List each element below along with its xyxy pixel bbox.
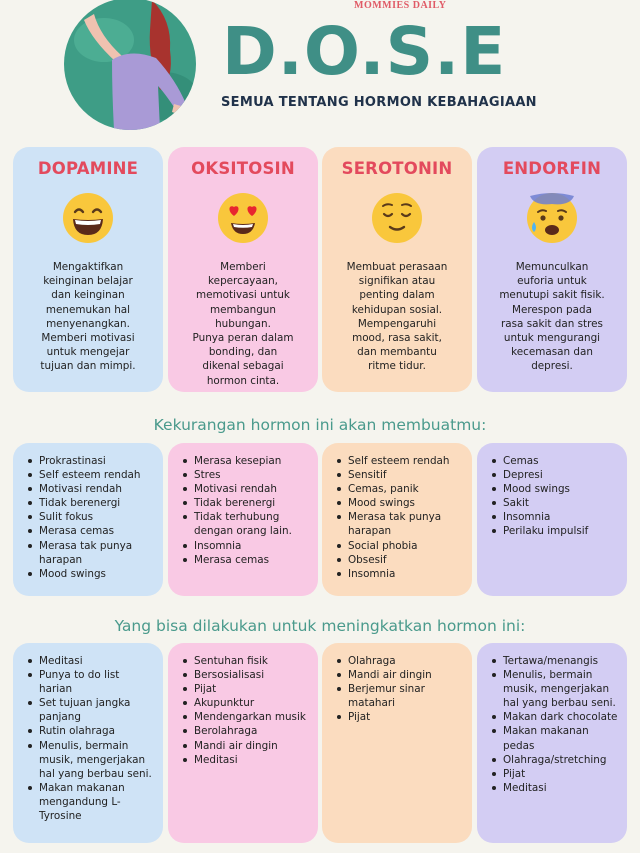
- list-item: Mood swings: [332, 496, 464, 510]
- list-item: Depresi: [487, 468, 619, 482]
- hormone-description: Memberi kepercayaan, memotivasi untuk membangun hubungan. Punya peran dalam bonding, dan dikenal sebagai hormon cinta.: [192, 261, 294, 387]
- list-item: Obsesif: [332, 553, 464, 567]
- list-item: Makan dark chocolate: [487, 710, 619, 724]
- hormone-name: DOPAMINE: [37, 159, 139, 178]
- list-item: Tidak terhubung dengan orang lain.: [178, 510, 310, 538]
- list-item: Self esteem rendah: [23, 468, 155, 482]
- list-item: Set tujuan jangka panjang: [23, 696, 155, 724]
- list-item: Insomnia: [487, 510, 619, 524]
- boost-card-oksitosin: [168, 643, 318, 843]
- list-item: Cemas, panik: [332, 482, 464, 496]
- list-item: Sentuhan fisik: [178, 654, 310, 668]
- hormone-card-oksitosin: [168, 147, 318, 392]
- list-item: Olahraga: [332, 654, 464, 668]
- list-item: Tidak berenergi: [23, 496, 155, 510]
- list-item: Cemas: [487, 454, 619, 468]
- list-item: Motivasi rendah: [23, 482, 155, 496]
- deficiency-card-oksitosin: [168, 443, 318, 596]
- grinning-face-icon: [62, 192, 114, 244]
- list-item: Self esteem rendah: [332, 454, 464, 468]
- list-item: Prokrastinasi: [23, 454, 155, 468]
- boost-card-endorfin: [477, 643, 627, 843]
- hormone-card-endorfin: [477, 147, 627, 392]
- list-item: Rutin olahraga: [23, 724, 155, 738]
- brand-logo: MOMMIES DAILY: [354, 0, 447, 11]
- list-item: Tertawa/menangis: [487, 654, 619, 668]
- hormone-name: ENDORFIN: [502, 159, 602, 178]
- boost-card-dopamine: [13, 643, 163, 843]
- page-title: D.O.S.E: [222, 13, 507, 90]
- hormone-description: Membuat perasaan signifikan atau penting dalam kehidupan sosial. Mempengaruhi mood, rasa sakit, dan membantu ritme tidur.: [346, 261, 448, 373]
- hormone-name: OKSITOSIN: [191, 159, 295, 178]
- hormone-description: Mengaktifkan keinginan belajar dan keinginan menemukan hal menyenangkan. Memberi motivasi untuk mengejar tujuan dan mimpi.: [40, 261, 136, 373]
- list-item: Makan makanan pedas: [487, 724, 619, 752]
- list-item: Bersosialisasi: [178, 668, 310, 682]
- list-item: Menulis, bermain musik, mengerjakan hal yang berbau seni.: [23, 739, 155, 781]
- list-item: Menulis, bermain musik, mengerjakan hal yang berbau seni.: [487, 668, 619, 710]
- deficiency-card-dopamine: [13, 443, 163, 596]
- hormone-card-serotonin: [322, 147, 472, 392]
- list-item: Merasa cemas: [23, 524, 155, 538]
- list-item: Akupunktur: [178, 696, 310, 710]
- deficiency-card-endorfin: [477, 443, 627, 596]
- list-item: Motivasi rendah: [178, 482, 310, 496]
- list-item: Pijat: [332, 710, 464, 724]
- list-item: Mendengarkan musik: [178, 710, 310, 724]
- list-item: Insomnia: [178, 539, 310, 553]
- boost-card-serotonin: [322, 643, 472, 843]
- list-item: Punya to do list harian: [23, 668, 155, 696]
- list-item: Pijat: [178, 682, 310, 696]
- list-item: Pijat: [487, 767, 619, 781]
- list-item: Sensitif: [332, 468, 464, 482]
- heart-eyes-face-icon: [217, 192, 269, 244]
- deficiency-heading: Kekurangan hormon ini akan membuatmu:: [153, 416, 487, 434]
- list-item: Stres: [178, 468, 310, 482]
- list-item: Meditasi: [178, 753, 310, 767]
- hormone-card-dopamine: [13, 147, 163, 392]
- page-subtitle: SEMUA TENTANG HORMON KEBAHAGIAAN: [221, 95, 537, 110]
- relieved-face-icon: [371, 192, 423, 244]
- list-item: Social phobia: [332, 539, 464, 553]
- list-item: Mandi air dingin: [178, 739, 310, 753]
- list-item: Mood swings: [23, 567, 155, 581]
- list-item: Mandi air dingin: [332, 668, 464, 682]
- list-item: Berjemur sinar matahari: [332, 682, 464, 710]
- list-item: Mood swings: [487, 482, 619, 496]
- list-item: Sakit: [487, 496, 619, 510]
- hormone-description: Memunculkan euforia untuk menutupi sakit fisik. Merespon pada rasa sakit dan stres untuk mengurangi kecemasan dan depresi.: [499, 261, 605, 373]
- woman-illustration: [64, 0, 196, 130]
- deficiency-card-serotonin: [322, 443, 472, 596]
- list-item: Merasa tak punya harapan: [332, 510, 464, 538]
- list-item: Perilaku impulsif: [487, 524, 619, 538]
- list-item: Insomnia: [332, 567, 464, 581]
- list-item: Merasa tak punya harapan: [23, 539, 155, 567]
- list-item: Meditasi: [487, 781, 619, 795]
- list-item: Tidak berenergi: [178, 496, 310, 510]
- list-item: Meditasi: [23, 654, 155, 668]
- list-item: Merasa cemas: [178, 553, 310, 567]
- list-item: Olahraga/stretching: [487, 753, 619, 767]
- anxious-sweat-face-icon: [526, 192, 578, 244]
- boost-heading: Yang bisa dilakukan untuk meningkatkan hormon ini:: [114, 617, 526, 635]
- list-item: Makan makanan mengandung L-Tyrosine: [23, 781, 155, 823]
- list-item: Merasa kesepian: [178, 454, 310, 468]
- list-item: Berolahraga: [178, 724, 310, 738]
- list-item: Sulit fokus: [23, 510, 155, 524]
- hormone-name: SEROTONIN: [341, 159, 453, 178]
